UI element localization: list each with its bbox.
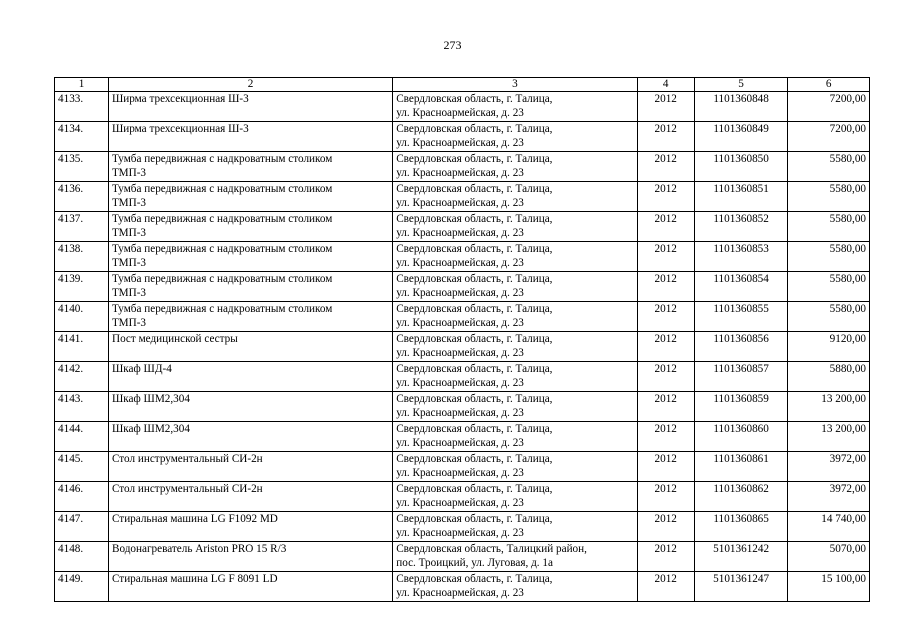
address-line: ул. Красноармейская, д. 23 (396, 407, 524, 419)
cost-cell: 13 200,00 (788, 392, 870, 422)
cost-cell: 15 100,00 (788, 572, 870, 602)
row-number-cell: 4146. (55, 482, 109, 512)
year-cell: 2012 (637, 152, 694, 182)
address-line: Свердловская область, г. Талица, (396, 453, 553, 465)
cost-cell: 5580,00 (788, 302, 870, 332)
address-cell (393, 332, 637, 362)
address-line: ул. Красноармейская, д. 23 (396, 197, 524, 209)
address-line: пос. Троицкий, ул. Луговая, д. 1а (396, 557, 553, 569)
item-name-cell (108, 422, 392, 452)
table-row (55, 362, 870, 392)
address-line: ул. Красноармейская, д. 23 (396, 317, 524, 329)
cost-cell: 5070,00 (788, 542, 870, 572)
inventory-number-cell: 1101360861 (694, 452, 788, 482)
address-cell (393, 212, 637, 242)
item-name-line: Стол инструментальный СИ-2н (111, 483, 263, 495)
address-cell (393, 542, 637, 572)
item-name-line: ТМП-3 (111, 227, 147, 239)
item-name-line: Шкаф ШМ2,304 (111, 423, 190, 435)
address-line: ул. Красноармейская, д. 23 (396, 167, 524, 179)
item-name-line: Тумба передвижная с надкроватным столиком (111, 183, 333, 195)
year-cell: 2012 (637, 212, 694, 242)
item-name-line: Тумба передвижная с надкроватным столиком (111, 243, 333, 255)
address-line: ул. Красноармейская, д. 23 (396, 347, 524, 359)
address-line: ул. Красноармейская, д. 23 (396, 527, 524, 539)
column-number-5: 5 (694, 78, 788, 92)
cost-cell: 7200,00 (788, 92, 870, 122)
address-line: Свердловская область, г. Талица, (396, 303, 553, 315)
item-name-cell (108, 332, 392, 362)
cost-cell: 5580,00 (788, 182, 870, 212)
item-name-line: ТМП-3 (111, 167, 147, 179)
page-number: 273 (443, 38, 462, 52)
table-row (55, 392, 870, 422)
address-line: Свердловская область, г. Талица, (396, 213, 553, 225)
year-cell: 2012 (637, 452, 694, 482)
item-name-line: Стиральная машина LG F 8091 LD (111, 573, 278, 585)
table-row (55, 182, 870, 212)
year-cell: 2012 (637, 92, 694, 122)
inventory-number-cell: 1101360856 (694, 332, 788, 362)
item-name-line: Ширма трехсекционная Ш-3 (111, 123, 249, 135)
address-cell (393, 452, 637, 482)
cost-cell: 14 740,00 (788, 512, 870, 542)
address-line: Свердловская область, г. Талица, (396, 333, 553, 345)
item-name-line: Шкаф ШМ2,304 (111, 393, 190, 405)
address-line: ул. Красноармейская, д. 23 (396, 497, 524, 509)
row-number-cell: 4140. (55, 302, 109, 332)
inventory-number-cell: 1101360850 (694, 152, 788, 182)
cost-cell: 5580,00 (788, 242, 870, 272)
row-number-cell: 4141. (55, 332, 109, 362)
address-line: Свердловская область, г. Талица, (396, 393, 553, 405)
item-name-line: ТМП-3 (111, 197, 147, 209)
address-line: Свердловская область, г. Талица, (396, 273, 553, 285)
column-number-4: 4 (637, 78, 694, 92)
year-cell: 2012 (637, 122, 694, 152)
year-cell: 2012 (637, 182, 694, 212)
item-name-cell (108, 362, 392, 392)
column-number-1: 1 (55, 78, 109, 92)
address-cell (393, 272, 637, 302)
row-number-cell: 4145. (55, 452, 109, 482)
address-cell (393, 482, 637, 512)
address-cell (393, 152, 637, 182)
table-row (55, 152, 870, 182)
address-cell (393, 182, 637, 212)
inventory-number-cell: 1101360865 (694, 512, 788, 542)
year-cell: 2012 (637, 272, 694, 302)
inventory-number-cell: 5101361242 (694, 542, 788, 572)
item-name-cell (108, 392, 392, 422)
address-line: ул. Красноармейская, д. 23 (396, 257, 524, 269)
inventory-number-cell: 1101360855 (694, 302, 788, 332)
inventory-number-cell: 5101361247 (694, 572, 788, 602)
inventory-number-cell: 1101360849 (694, 122, 788, 152)
row-number-cell: 4143. (55, 392, 109, 422)
address-line: ул. Красноармейская, д. 23 (396, 137, 524, 149)
address-cell (393, 242, 637, 272)
inventory-number-cell: 1101360852 (694, 212, 788, 242)
inventory-number-cell: 1101360848 (694, 92, 788, 122)
row-number-cell: 4135. (55, 152, 109, 182)
item-name-cell (108, 542, 392, 572)
table-row (55, 452, 870, 482)
row-number-cell: 4148. (55, 542, 109, 572)
cost-cell: 5580,00 (788, 272, 870, 302)
address-line: Свердловская область, г. Талица, (396, 363, 553, 375)
row-number-cell: 4138. (55, 242, 109, 272)
row-number-cell: 4142. (55, 362, 109, 392)
row-number-cell: 4144. (55, 422, 109, 452)
row-number-cell: 4133. (55, 92, 109, 122)
row-number-cell: 4147. (55, 512, 109, 542)
year-cell: 2012 (637, 542, 694, 572)
address-line: ул. Красноармейская, д. 23 (396, 377, 524, 389)
item-name-line: Водонагреватель Ariston PRO 15 R/3 (111, 543, 287, 555)
address-cell (393, 362, 637, 392)
item-name-line: Тумба передвижная с надкроватным столиком (111, 153, 333, 165)
address-line: ул. Красноармейская, д. 23 (396, 287, 524, 299)
inventory-number-cell: 1101360860 (694, 422, 788, 452)
table-row (55, 122, 870, 152)
item-name-cell (108, 92, 392, 122)
row-number-cell: 4149. (55, 572, 109, 602)
item-name-cell (108, 122, 392, 152)
row-number-cell: 4134. (55, 122, 109, 152)
item-name-cell (108, 272, 392, 302)
cost-cell: 3972,00 (788, 452, 870, 482)
address-line: Свердловская область, г. Талица, (396, 483, 553, 495)
cost-cell: 7200,00 (788, 122, 870, 152)
address-cell (393, 512, 637, 542)
address-line: Свердловская область, г. Талица, (396, 123, 553, 135)
item-name-cell (108, 512, 392, 542)
year-cell: 2012 (637, 392, 694, 422)
item-name-line: Пост медицинской сестры (111, 333, 238, 345)
year-cell: 2012 (637, 302, 694, 332)
inventory-number-cell: 1101360862 (694, 482, 788, 512)
column-number-6: 6 (788, 78, 870, 92)
cost-cell: 5880,00 (788, 362, 870, 392)
column-number-3: 3 (393, 78, 637, 92)
item-name-cell (108, 182, 392, 212)
item-name-cell (108, 572, 392, 602)
year-cell: 2012 (637, 362, 694, 392)
table-row (55, 242, 870, 272)
cost-cell: 9120,00 (788, 332, 870, 362)
address-line: Свердловская область, г. Талица, (396, 573, 553, 585)
table-row (55, 212, 870, 242)
column-number-2: 2 (108, 78, 392, 92)
address-line: ул. Красноармейская, д. 23 (396, 227, 524, 239)
item-name-cell (108, 212, 392, 242)
cost-cell: 3972,00 (788, 482, 870, 512)
inventory-number-cell: 1101360853 (694, 242, 788, 272)
inventory-number-cell: 1101360854 (694, 272, 788, 302)
item-name-cell (108, 152, 392, 182)
table-row (55, 302, 870, 332)
row-number-cell: 4136. (55, 182, 109, 212)
year-cell: 2012 (637, 242, 694, 272)
item-name-cell (108, 452, 392, 482)
year-cell: 2012 (637, 482, 694, 512)
property-registry-table (54, 77, 870, 602)
item-name-line: Шкаф ШД-4 (111, 363, 172, 375)
address-line: Свердловская область, Талицкий район, (396, 543, 587, 555)
item-name-line: Тумба передвижная с надкроватным столиком (111, 303, 333, 315)
table-row (55, 542, 870, 572)
item-name-line: ТМП-3 (111, 287, 147, 299)
table-body (55, 92, 870, 602)
inventory-number-cell: 1101360859 (694, 392, 788, 422)
address-line: Свердловская область, г. Талица, (396, 243, 553, 255)
table-row (55, 92, 870, 122)
year-cell: 2012 (637, 512, 694, 542)
item-name-line: ТМП-3 (111, 257, 147, 269)
table-row (55, 332, 870, 362)
address-cell (393, 392, 637, 422)
address-cell (393, 572, 637, 602)
address-cell (393, 122, 637, 152)
item-name-line: Ширма трехсекционная Ш-3 (111, 93, 249, 105)
item-name-line: Тумба передвижная с надкроватным столиком (111, 213, 333, 225)
address-line: ул. Красноармейская, д. 23 (396, 437, 524, 449)
year-cell: 2012 (637, 332, 694, 362)
table-row (55, 512, 870, 542)
address-line: Свердловская область, г. Талица, (396, 423, 553, 435)
item-name-line: ТМП-3 (111, 317, 147, 329)
cost-cell: 5580,00 (788, 152, 870, 182)
address-cell (393, 302, 637, 332)
address-line: Свердловская область, г. Талица, (396, 153, 553, 165)
inventory-number-cell: 1101360851 (694, 182, 788, 212)
item-name-line: Тумба передвижная с надкроватным столиком (111, 273, 333, 285)
address-line: Свердловская область, г. Талица, (396, 93, 553, 105)
address-line: ул. Красноармейская, д. 23 (396, 107, 524, 119)
address-line: ул. Красноармейская, д. 23 (396, 467, 524, 479)
table-row (55, 272, 870, 302)
item-name-cell (108, 302, 392, 332)
address-line: Свердловская область, г. Талица, (396, 513, 553, 525)
address-cell (393, 92, 637, 122)
address-line: ул. Красноармейская, д. 23 (396, 587, 524, 599)
table-row (55, 572, 870, 602)
item-name-cell (108, 482, 392, 512)
inventory-number-cell: 1101360857 (694, 362, 788, 392)
item-name-line: Стол инструментальный СИ-2н (111, 453, 263, 465)
item-name-cell (108, 242, 392, 272)
column-number-row (55, 78, 870, 92)
row-number-cell: 4139. (55, 272, 109, 302)
item-name-line: Стиральная машина LG F1092 MD (111, 513, 278, 525)
row-number-cell: 4137. (55, 212, 109, 242)
cost-cell: 13 200,00 (788, 422, 870, 452)
year-cell: 2012 (637, 572, 694, 602)
year-cell: 2012 (637, 422, 694, 452)
table-row (55, 422, 870, 452)
table-row (55, 482, 870, 512)
address-cell (393, 422, 637, 452)
address-line: Свердловская область, г. Талица, (396, 183, 553, 195)
cost-cell: 5580,00 (788, 212, 870, 242)
